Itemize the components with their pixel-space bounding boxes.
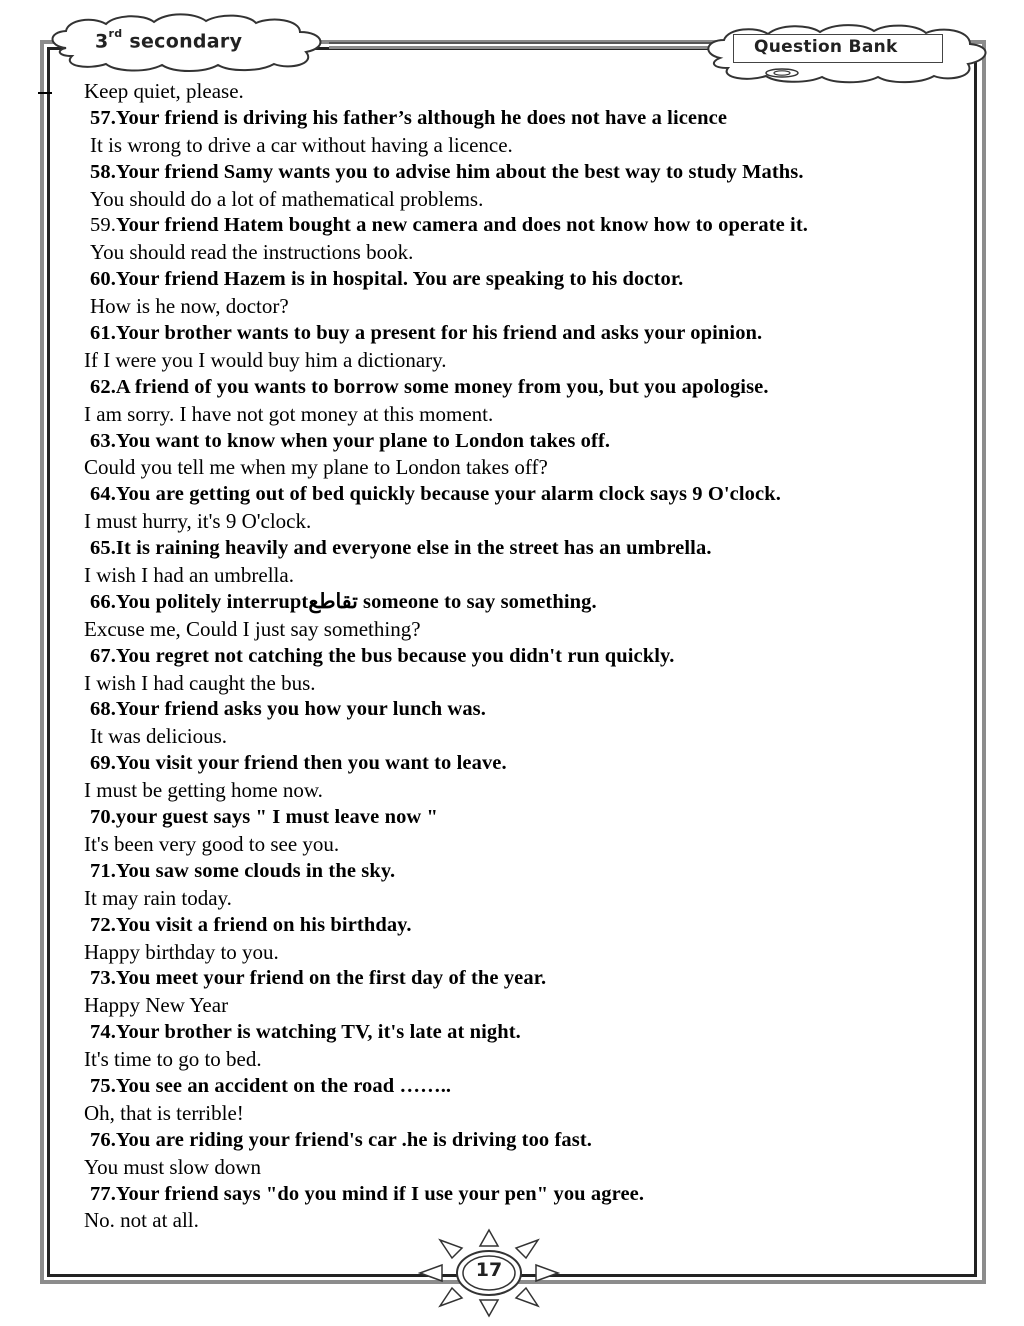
grade-ordinal: rd (108, 27, 123, 40)
section-title: Question Bank (754, 37, 898, 57)
question-line: 64.You are getting out of bed quickly because your alarm clock says 9 O'clock. (90, 483, 781, 506)
answer-line: Keep quiet, please. (84, 79, 244, 103)
question-line: 74.Your brother is watching TV, it's late at night. (90, 1021, 521, 1044)
question-line: 67.You regret not catching the bus because you didn't run quickly. (90, 644, 675, 667)
answer-line: I must hurry, it's 9 O'clock. (84, 509, 312, 534)
question-line: 77.Your friend says "do you mind if I use your pen" you agree. (90, 1182, 645, 1205)
answer-line: It was delicious. (90, 724, 228, 749)
question-line: 59.Your friend Hatem bought a new camera and does not know how to operate it. (90, 214, 808, 237)
question-line: 73.You meet your friend on the first day of the year. (90, 967, 547, 990)
answer-line: You must slow down (84, 1154, 261, 1179)
question-line: 65.It is raining heavily and everyone else in the street has an umbrella. (90, 537, 712, 560)
answer-line: I am sorry. I have not got money at this moment. (84, 401, 494, 426)
question-line: 68.Your friend asks you how your lunch was. (90, 698, 486, 721)
page-number: 17 (475, 1259, 503, 1281)
answer-line: Happy New Year (84, 993, 229, 1018)
answer-line: You should do a lot of mathematical problems. (90, 186, 484, 211)
answer-line: Happy birthday to you. (84, 939, 279, 964)
answer-line: I wish I had caught the bus. (84, 670, 316, 695)
question-line: 62.A friend of you wants to borrow some money from you, but you apologise. (90, 375, 769, 398)
answer-line: How is he now, doctor? (90, 294, 289, 319)
question-line: 71.You saw some clouds in the sky. (90, 859, 396, 882)
question-line: 69.You visit your friend then you want to leave. (90, 752, 507, 775)
answer-line: It is wrong to drive a car without having a licence. (90, 132, 513, 157)
answer-line: Excuse me, Could I just say something? (84, 616, 421, 641)
margin-mark (38, 92, 52, 94)
question-list (84, 78, 964, 1234)
answer-line: No. not at all. (84, 1208, 199, 1233)
question-line: 75.You see an accident on the road …….. (90, 1074, 452, 1097)
question-line: 58.Your friend Samy wants you to advise him about the best way to study Maths. (90, 160, 804, 183)
answer-line: If I were you I would buy him a dictionary. (84, 347, 447, 372)
answer-line: It's time to go to bed. (84, 1047, 262, 1072)
question-line: 60.Your friend Hazem is in hospital. You are speaking to his doctor. (90, 268, 684, 291)
grade-label (95, 27, 243, 53)
grade-word: secondary (129, 30, 243, 53)
answer-line: You should read the instructions book. (90, 240, 414, 265)
question-line: 61.Your brother wants to buy a present for his friend and asks your opinion. (90, 322, 763, 345)
question-line: 70.your guest says " I must leave now " (90, 806, 439, 829)
question-line: 72.You visit a friend on his birthday. (90, 913, 412, 936)
answer-line: I must be getting home now. (84, 778, 323, 803)
question-line: 66.You politely interruptتقاطع someone to say something. (90, 590, 597, 613)
answer-line: It's been very good to see you. (84, 831, 340, 856)
question-line: 57.Your friend is driving his father’s although he does not have a licence (90, 106, 728, 129)
answer-line: Could you tell me when my plane to London takes off? (84, 455, 548, 480)
answer-line: It may rain today. (84, 885, 232, 910)
question-line: 76.You are riding your friend's car .he is driving too fast. (90, 1128, 593, 1151)
grade-number: 3 (95, 30, 109, 53)
header-rule (329, 42, 713, 49)
question-line: 63.You want to know when your plane to London takes off. (90, 429, 611, 452)
answer-line: Oh, that is terrible! (84, 1100, 244, 1125)
answer-line: I wish I had an umbrella. (84, 563, 294, 588)
